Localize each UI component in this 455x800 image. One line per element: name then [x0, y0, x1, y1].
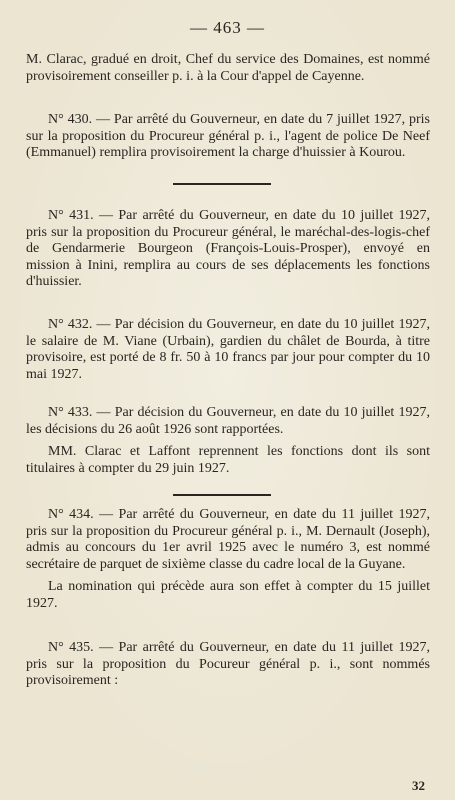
paragraph-text: N° 431. — Par arrêté du Gouverneur, en date du 10 juillet 1927, pris sur la proposition du Procureur général, le maréchal-des-logis-chef de Gendarmerie Bourgeon (François-Louis-Prosper), envoyé en mission à Inini, remplira au cours de ses déplacements les fonctions d'huissier. — [26, 208, 430, 289]
paragraph-text: N° 433. — Par décision du Gouverneur, en date du 10 juillet 1927, les décisions du 26 août 1926 sont rapportées. — [26, 405, 430, 437]
paragraph-arrete-431 — [26, 208, 430, 291]
paragraph-text: N° 435. — Par arrêté du Gouverneur, en date du 11 juillet 1927, pris sur la proposition du Pocureur général p. i., sont nommés provisoirement : — [26, 640, 430, 688]
paragraph-arrete-435 — [26, 640, 430, 690]
page-number: — 463 — — [190, 18, 265, 37]
paragraph-arrete-430 — [26, 112, 430, 162]
separator-rule — [173, 494, 271, 496]
paragraph-decision-433 — [26, 405, 430, 477]
paragraph-text: M. Clarac, gradué en droit, Chef du service des Domaines, est nommé provisoirement conseiller p. i. à la Cour d'appel de Cayenne. — [26, 52, 430, 84]
paragraph-text: N° 434. — Par arrêté du Gouverneur, en date du 11 juillet 1927, pris sur la proposition du Procureur général p. i., M. Dernault (Joseph), admis au concours du 1er avril 1925 avec le numéro 3, est nommé secrétaire de parquet de sixième classe du cadre local de la Guyane. — [26, 507, 430, 572]
separator-rule — [173, 183, 271, 185]
paragraph-decision-432 — [26, 317, 430, 383]
paragraph-clarac-appointment — [26, 52, 430, 85]
signature-mark: 32 — [412, 778, 425, 793]
paragraph-text: N° 430. — Par arrêté du Gouverneur, en date du 7 juillet 1927, pris sur la proposition du Procureur général p. i., l'agent de police De Neef (Emmanuel) remplira provisoirement la charge d'huissier à Kourou. — [26, 112, 430, 160]
paragraph-text: N° 432. — Par décision du Gouverneur, en date du 10 juillet 1927, le salaire de M. Viane (Urbain), gardien du châlet de Bourda, à titre provisoire, est porté de 8 fr. 50 à 10 francs par jour pour compter du 10 mai 1927. — [26, 317, 430, 382]
paragraph-arrete-434 — [26, 507, 430, 612]
paragraph-text: MM. Clarac et Laffont reprennent les fonctions dont ils sont titulaires à compter du 29 juin 1927. — [26, 444, 430, 476]
paragraph-text: La nomination qui précède aura son effet à compter du 15 juillet 1927. — [26, 579, 430, 611]
